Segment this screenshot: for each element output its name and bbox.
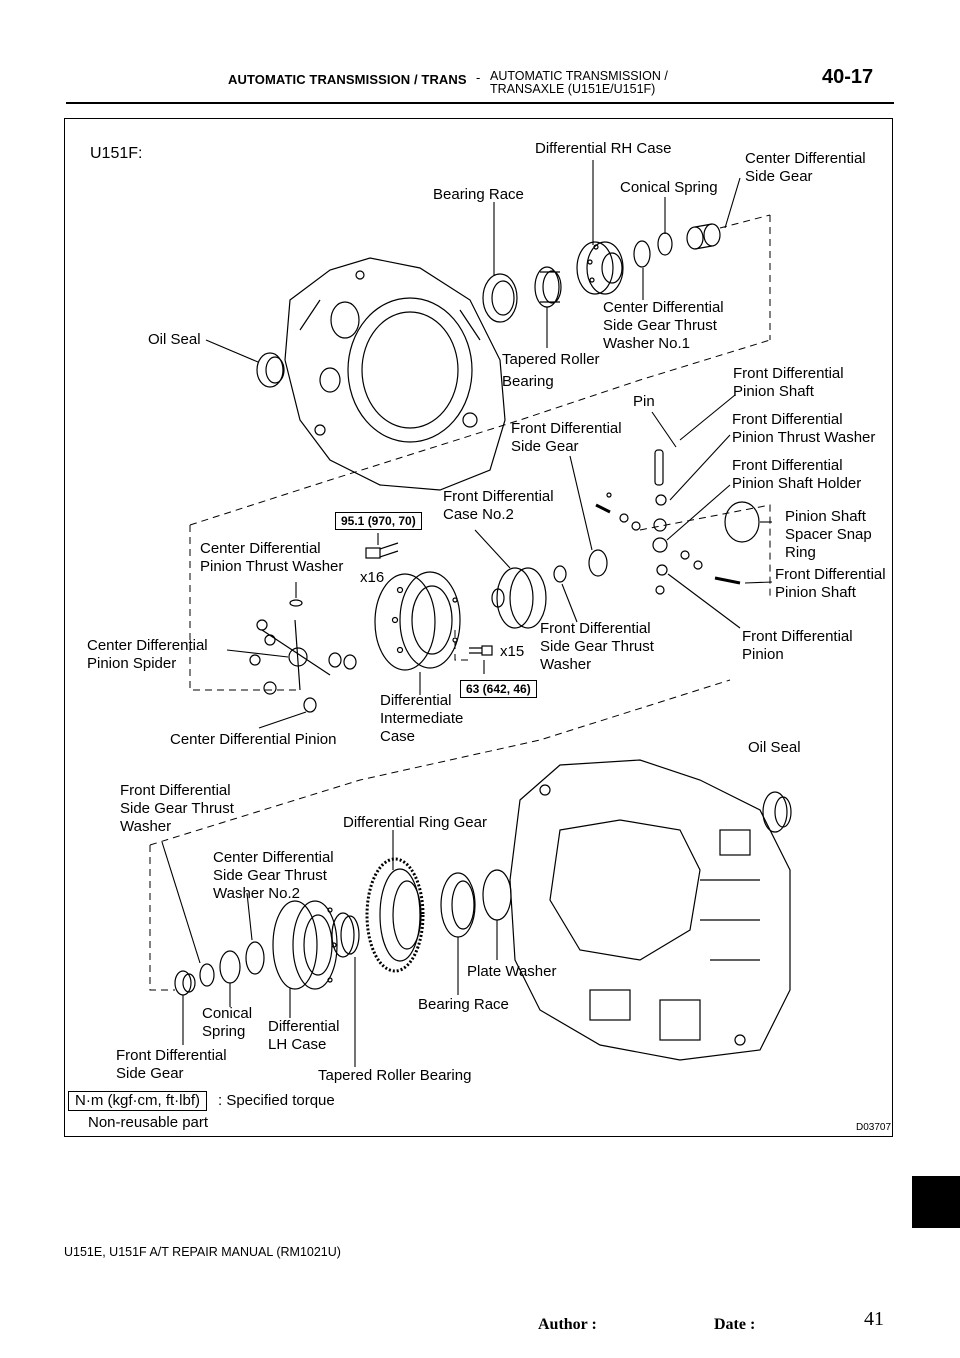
label-diff-intermediate-case: Differential Intermediate Case [380, 692, 464, 745]
header-subsection-line1: AUTOMATIC TRANSMISSION / [490, 69, 668, 83]
legend-torque-desc: : Specified torque [218, 1092, 335, 1109]
label-fd-side-gear-top: Front Differential Side Gear [511, 420, 622, 455]
bearing-race-bottom-part [441, 873, 475, 937]
label-cdsg-thrust-washer-no2: Center Differential Side Gear Thrust Washer No.2 [213, 849, 334, 902]
header-dash: - [476, 70, 481, 85]
differential-ring-gear-part [367, 859, 423, 971]
tapered-roller-top-part [535, 267, 561, 307]
differential-lh-case-part [273, 901, 337, 989]
label-bearing-race-top: Bearing Race [433, 186, 524, 203]
conical-spring-bottom-part [220, 951, 240, 983]
center-diff-pinion-spider-part [250, 600, 356, 712]
label-center-diff-side-gear: Center Differential Side Gear [745, 150, 866, 185]
transaxle-case-lower [510, 760, 790, 1060]
label-fd-pinion-shaft-holder: Front Differential Pinion Shaft Holder [732, 457, 862, 492]
bearing-race-top-part [483, 274, 517, 322]
fd-side-gear-top-part [589, 550, 607, 576]
fd-sg-thrust-washer-low-part [200, 964, 214, 986]
label-diff-lh-case: Differential LH Case [268, 1018, 340, 1053]
label-oil-seal-top: Oil Seal [148, 331, 201, 348]
fd-side-gear-bottom-part [175, 971, 195, 995]
label-bearing-race-bottom: Bearing Race [418, 996, 509, 1013]
center-diff-side-gear-part [687, 224, 720, 249]
label-tapered-roller-top: Tapered Roller Bearing [502, 351, 600, 390]
label-cd-pinion: Center Differential Pinion [170, 731, 337, 748]
label-fd-side-gear-bottom: Front Differential Side Gear [116, 1047, 227, 1082]
label-cd-pinion-thrust-washer: Center Differential Pinion Thrust Washer [200, 540, 344, 575]
footer-page-number: 41 [864, 1308, 884, 1330]
label-fd-pinion-shaft-top: Front Differential Pinion Shaft [733, 365, 844, 400]
label-fd-sg-thrust-washer-mid: Front Differential Side Gear Thrust Washer [540, 620, 654, 673]
label-fd-case-no2: Front Differential Case No.2 [443, 488, 554, 523]
cdsg-thrust-washer-no1-part [634, 241, 650, 267]
label-pin: Pin [633, 393, 655, 410]
leader-lines [162, 160, 772, 1067]
pin-part [655, 450, 663, 485]
model-label: U151F: [90, 145, 143, 162]
differential-intermediate-case-part [375, 572, 460, 670]
legend-nonreusable: Non-reusable part [88, 1114, 209, 1131]
bolt-upper-part [366, 543, 398, 558]
figure-id: D03707 [856, 1122, 892, 1133]
label-fd-pinion-shaft-mid: Front Differential Pinion Shaft [775, 566, 886, 601]
label-oil-seal-bottom: Oil Seal [748, 739, 801, 756]
footer-author: Author : [538, 1316, 597, 1333]
pinion-shaft-spacer-snap-ring-part [725, 502, 759, 542]
header-subsection-line2: TRANSAXLE (U151E/U151F) [490, 82, 656, 96]
label-fd-sg-thrust-washer-low: Front Differential Side Gear Thrust Washer [120, 782, 234, 835]
header-page-code: 40-17 [822, 66, 874, 88]
fd-sg-thrust-washer-mid-part [554, 566, 566, 582]
label-cdsg-thrust-washer-no1: Center Differential Side Gear Thrust Washer No.1 [603, 299, 724, 352]
transaxle-case-upper [285, 258, 505, 490]
label-plate-washer: Plate Washer [467, 963, 557, 980]
footer-date: Date : [714, 1316, 756, 1333]
label-pinion-shaft-spacer-snap-ring: Pinion Shaft Spacer Snap Ring [785, 508, 872, 561]
torque-spec-lower: 63 (642, 46) [460, 680, 537, 698]
label-fd-pinion-thrust-washer: Front Differential Pinion Thrust Washer [732, 411, 876, 446]
plate-washer-part [483, 870, 511, 920]
header-section: AUTOMATIC TRANSMISSION / TRANS [228, 72, 467, 87]
label-differential-rh-case: Differential RH Case [535, 140, 672, 157]
footer-manual-title: U151E, U151F A/T REPAIR MANUAL (RM1021U) [64, 1245, 341, 1259]
label-diff-ring-gear: Differential Ring Gear [343, 814, 487, 831]
oil-seal-top-part [257, 353, 284, 387]
oil-seal-bottom-part [763, 792, 791, 832]
label-conical-spring-bottom: Conical Spring [202, 1005, 253, 1040]
label-x15: x15 [500, 643, 525, 660]
bolt-lower-part [469, 646, 492, 655]
cdsg-thrust-washer-no2-part [246, 942, 264, 974]
label-cd-pinion-spider: Center Differential Pinion Spider [87, 637, 208, 672]
label-conical-spring-top: Conical Spring [620, 179, 718, 196]
torque-spec-upper: 95.1 (970, 70) [335, 512, 422, 530]
differential-rh-case-part [577, 242, 623, 294]
label-x16: x16 [360, 569, 385, 586]
section-tab-marker [912, 1176, 960, 1228]
legend-torque-unit-box: N·m (kgf·cm, ft·lbf) [68, 1091, 207, 1111]
label-tapered-roller-bottom: Tapered Roller Bearing [318, 1067, 472, 1084]
label-fd-pinion: Front Differential Pinion [742, 628, 853, 663]
front-diff-case-no2-part [492, 550, 607, 628]
conical-spring-top-part [658, 233, 672, 255]
